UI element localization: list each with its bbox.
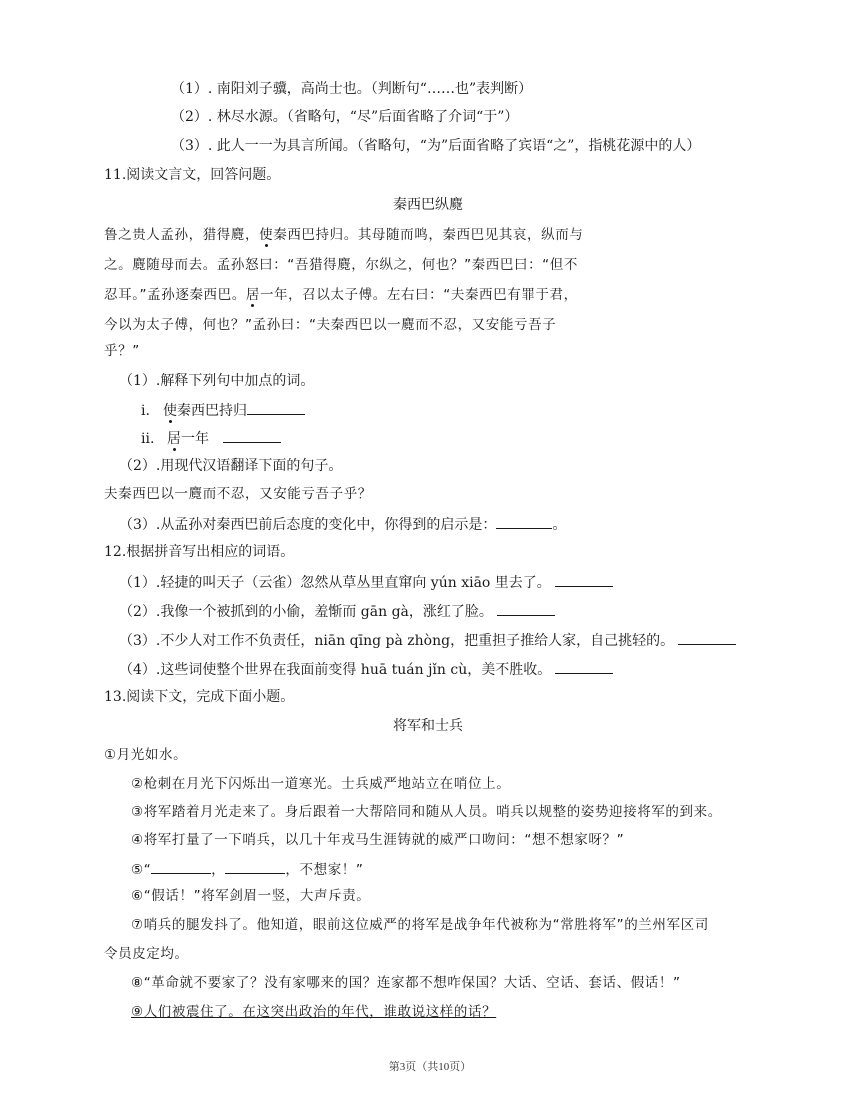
- answer-blank[interactable]: [678, 630, 736, 645]
- q11-passage-line-5: 乎？”: [104, 343, 140, 359]
- q13-paragraph-7-cont: 令员皮定均。: [104, 946, 189, 962]
- q10-item-2: （2）. 林尽水源。（省略句，“尽”后面省略了介词“于”）: [171, 109, 519, 125]
- q11-passage-title: 秦西巴纵麑: [393, 197, 463, 213]
- answer-blank[interactable]: [496, 514, 552, 529]
- q13-paragraph-8: ⑧“革命就不要家了？没有家哪来的国？连家都不想咋保国？大话、空话、套话、假话！”: [131, 975, 681, 991]
- emphasis-dot-ju-question: 居: [167, 431, 181, 447]
- answer-blank[interactable]: [555, 659, 613, 674]
- q13-heading: 13.阅读下文，完成下面小题。: [104, 689, 295, 705]
- q11-heading: 11.阅读文言文，回答问题。: [104, 167, 281, 183]
- emphasis-dot-shi-question: 使: [163, 403, 177, 419]
- q12-item-1: （1）.轻捷的叫天子（云雀）忽然从草丛里直窜向 yún xiāo 里去了。: [119, 572, 613, 592]
- answer-blank[interactable]: [555, 572, 613, 587]
- q11-sub1: （1）.解释下列句中加点的词。: [119, 373, 315, 389]
- q13-paragraph-5: ⑤“ ， ，不想家！”: [131, 859, 364, 879]
- q12-heading: 12.根据拼音写出相应的词语。: [104, 544, 295, 560]
- q11-sub3: （3）.从孟孙对秦西巴前后态度的变化中，你得到的启示是： 。: [119, 514, 566, 534]
- page-footer: 第3页（共10页）: [388, 1061, 472, 1073]
- emphasis-dot-shi: 使: [259, 227, 274, 243]
- q12-item-2: （2）.我像一个被抓到的小偷，羞惭而 gān gà，涨红了脸。: [119, 601, 555, 621]
- q12-item-4: （4）.这些词使整个世界在我面前变得 huā tuán jǐn cù，美不胜收。: [119, 659, 613, 679]
- q11-sub1-ii: ii. 居一年: [141, 428, 281, 448]
- q13-paragraph-1: ①月光如水。: [104, 747, 188, 763]
- q13-paragraph-4: ④将军打量了一下哨兵，以几十年戎马生涯铸就的威严口吻问：“想不想家呀？”: [131, 832, 625, 848]
- q11-sub2-sentence: 夫秦西巴以一麑而不忍，又安能亏吾子乎？: [104, 486, 372, 502]
- q13-paragraph-9: ⑨人们被震住了。在这突出政治的年代，谁敢说这样的话？: [131, 1004, 497, 1020]
- emphasis-dot-ju: 居: [245, 287, 260, 303]
- q11-passage-line-4: 今以为太子傅，何也？”孟孙曰：“夫秦西巴以一麑而不忍，又安能亏吾子: [104, 317, 557, 333]
- q13-paragraph-7: ⑦哨兵的腿发抖了。他知道，眼前这位威严的将军是战争年代被称为“常胜将军”的兰州军区司: [131, 917, 709, 933]
- q11-passage-line-3: 忍耳。”孟孙逐秦西巴。居一年，召以太子傅。左右曰：“夫秦西巴有罪于君，: [104, 287, 578, 303]
- answer-blank[interactable]: [247, 400, 305, 415]
- answer-blank[interactable]: [497, 601, 555, 616]
- q11-sub1-i: i. 使秦西巴持归: [141, 400, 305, 420]
- q13-paragraph-3: ③将军踏着月光走来了。身后跟着一大帮陪同和随从人员。哨兵以规整的姿势迎接将军的到来。: [131, 804, 722, 820]
- q11-passage-line-2: 之。麑随母而去。孟孙怒曰：“吾猎得麑，尔纵之，何也？”秦西巴曰：“但不: [104, 257, 578, 273]
- q10-item-3: （3）. 此人一一为具言所闻。（省略句，“为”后面省略了宾语“之”，指桃花源中的人）: [171, 138, 701, 154]
- q10-item-1: （1）. 南阳刘子骥，高尚士也。（判断句“……也”表判断）: [171, 81, 533, 97]
- q11-passage-line-1: 鲁之贵人孟孙，猎得麑，使秦西巴持归。其母随而鸣，秦西巴见其哀，纵而与: [104, 227, 584, 243]
- answer-blank[interactable]: [223, 428, 281, 443]
- q13-paragraph-6: ⑥“假话！”将军剑眉一竖，大声斥责。: [131, 888, 371, 904]
- q12-item-3: （3）.不少人对工作不负责任，niān qīng pà zhòng，把重担子推给人家，自己挑轻的。: [119, 630, 736, 650]
- q13-paragraph-2: ②枪刺在月光下闪烁出一道寒光。士兵威严地站立在哨位上。: [131, 776, 511, 792]
- answer-blank[interactable]: [151, 859, 211, 874]
- q11-sub2: （2）.用现代汉语翻译下面的句子。: [119, 458, 343, 474]
- q13-passage-title: 将军和士兵: [393, 718, 463, 734]
- answer-blank[interactable]: [225, 859, 285, 874]
